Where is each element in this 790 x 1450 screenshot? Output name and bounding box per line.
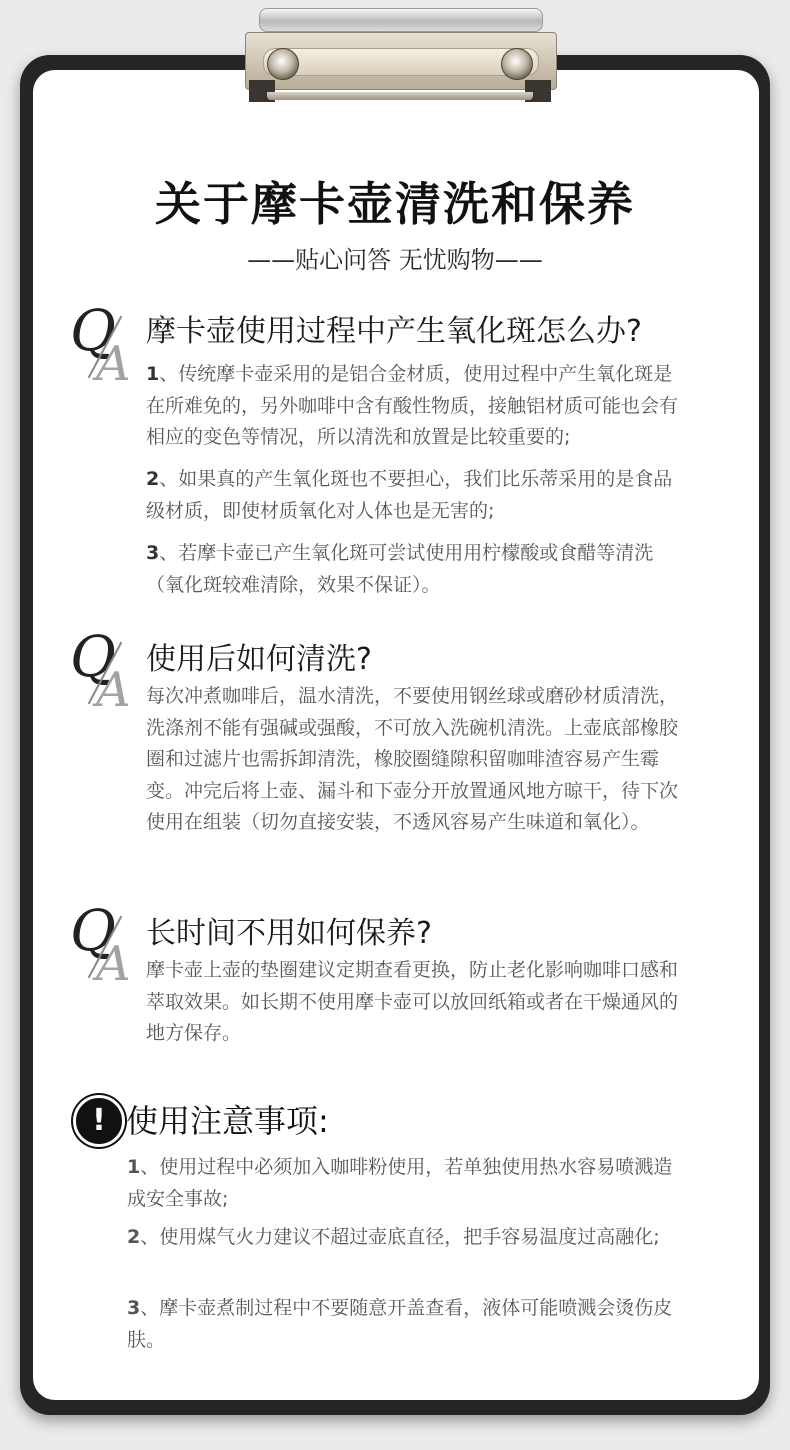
faq-answer: 2、如果真的产生氧化斑也不要担心，我们比乐蒂采用的是食品级材质，即使材质氧化对人体也是无害的; (146, 468, 673, 522)
faq-answer: 每次冲煮咖啡后，温水清洗，不要使用钢丝球或磨砂材质清洗，洗涤剂不能有强碱或强酸，不可放入洗碗机清洗。上壶底部橡胶圈和过滤片也需拆卸清洗，橡胶圈缝隙积留咖啡渣容易产生霉变。冲完后将上壶、漏斗和下壶分开放置通风地方晾干，待下次使用在组装（切勿直接安装，不透风容易产生味道和氧化）。 (146, 685, 679, 833)
exclamation-icon: ! (73, 1095, 125, 1147)
clipboard-clip-icon (245, 8, 555, 104)
notice-item: 3、摩卡壶煮制过程中不要随意开盖查看，液体可能喷溅会烫伤皮肤。 (127, 1297, 673, 1351)
notice-item: 1、使用过程中必须加入咖啡粉使用，若单独使用热水容易喷溅造成安全事故; (127, 1156, 673, 1210)
notice-title: 使用注意事项: (126, 1102, 329, 1140)
faq-answer: 摩卡壶上壶的垫圈建议定期查看更换，防止老化影响咖啡口感和萃取效果。如长期不使用摩卡壶可以放回纸箱或者在干燥通风的地方保存。 (146, 959, 679, 1044)
faq-question: 长时间不用如何保养? (146, 916, 432, 951)
page-title: 关于摩卡壶清洗和保养 (155, 177, 635, 231)
page-subtitle: ——贴心问答 无忧购物—— (247, 246, 543, 274)
faq-question: 摩卡壶使用过程中产生氧化斑怎么办? (146, 314, 642, 349)
qa-mark-icon: Q A (70, 299, 131, 392)
qa-mark-icon: Q A (70, 625, 131, 718)
notice-item: 2、使用煤气火力建议不超过壶底直径，把手容易温度过高融化; (127, 1226, 660, 1248)
faq-answer: 1、传统摩卡壶采用的是铝合金材质，使用过程中产生氧化斑是在所难免的，另外咖啡中含有酸性物质，接触铝材质可能也会有相应的变色等情况，所以清洗和放置是比较重要的; (146, 363, 679, 448)
faq-answer: 3、若摩卡壶已产生氧化斑可尝试使用用柠檬酸或食醋等清洗（氧化斑较难清除，效果不保证）。 (146, 542, 654, 596)
faq-question: 使用后如何清洗? (146, 642, 372, 677)
qa-mark-icon: Q A (70, 899, 131, 992)
